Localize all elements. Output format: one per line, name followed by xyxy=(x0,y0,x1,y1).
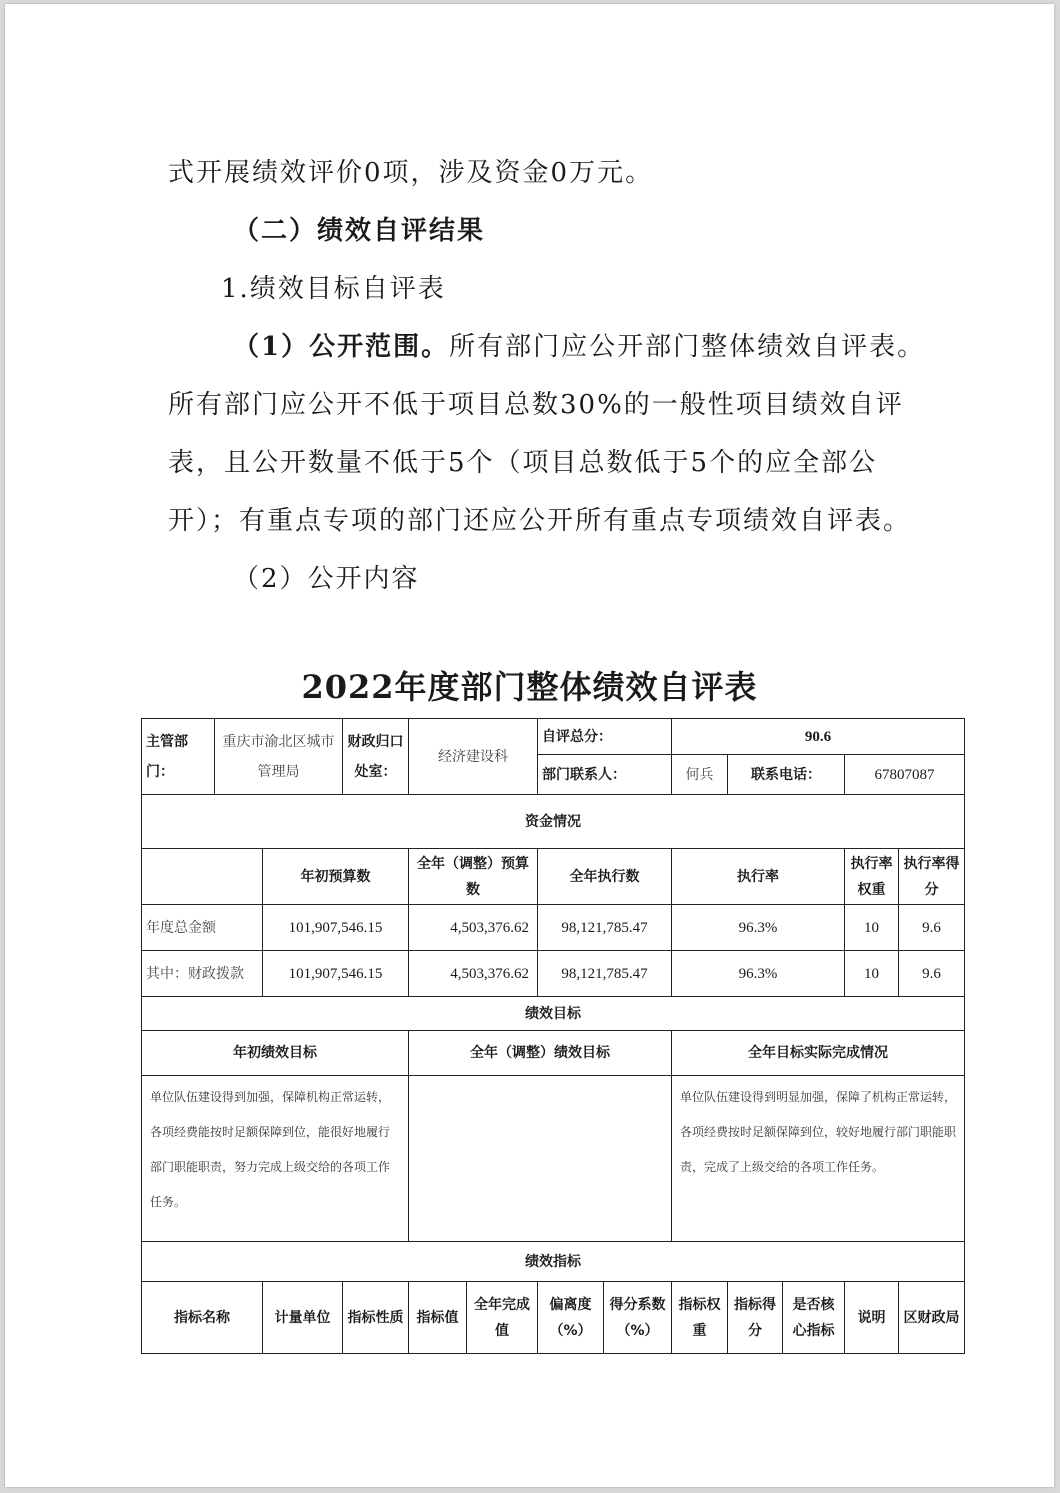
adjusted-budget-value: 4,503,376.62 xyxy=(409,951,538,997)
rate-score-value: 9.6 xyxy=(899,905,965,951)
col-nature: 指标性质 xyxy=(343,1282,409,1354)
col-core-flag: 是否核心指标 xyxy=(783,1282,845,1354)
adjusted-budget-value: 4,503,376.62 xyxy=(409,905,538,951)
dept-label: 主管部门： xyxy=(142,719,215,795)
paragraph-lead: （1）公开范围。 xyxy=(233,332,450,362)
initial-budget-value: 101,907,546.15 xyxy=(263,951,409,997)
executed-value: 98,121,785.47 xyxy=(538,951,672,997)
col-actual-completion: 全年目标实际完成情况 xyxy=(672,1031,965,1076)
contact-value: 何兵 xyxy=(672,755,728,795)
goals-header: 绩效目标 xyxy=(142,997,965,1031)
indicators-header: 绩效指标 xyxy=(142,1242,965,1282)
body-paragraph-2-line-3: 表，且公开数量不低于5个（项目总数低于5个的应全部公 xyxy=(168,448,878,478)
performance-table xyxy=(141,718,965,1354)
rate-score-value: 9.6 xyxy=(899,951,965,997)
rate-weight-value: 10 xyxy=(845,905,899,951)
finance-value: 经济建设科 xyxy=(409,719,538,795)
paragraph-text: 所有部门应公开部门整体绩效自评表。 xyxy=(449,332,926,362)
body-paragraph-3: （2）公开内容 xyxy=(233,564,420,594)
col-district-finance: 区财政局 xyxy=(899,1282,965,1354)
actual-completion-text: 单位队伍建设得到明显加强，保障了机构正常运转，各项经费按时足额保障到位，较好地履行部门职能职责，完成了上级交给的各项工作任务。 xyxy=(672,1076,965,1242)
finance-label: 财政归口处室： xyxy=(343,719,409,795)
col-initial-goal: 年初绩效目标 xyxy=(142,1031,409,1076)
col-remark: 说明 xyxy=(845,1282,899,1354)
initial-budget-value: 101,907,546.15 xyxy=(263,905,409,951)
col-unit: 计量单位 xyxy=(263,1282,343,1354)
phone-value: 67807087 xyxy=(845,755,965,795)
indicator-columns-row xyxy=(142,1282,965,1354)
col-indicator-score: 指标得分 xyxy=(728,1282,783,1354)
goals-header-row xyxy=(142,997,965,1031)
funds-row-name: 其中：财政拨款 xyxy=(142,951,263,997)
initial-goal-text: 单位队伍建设得到加强，保障机构正常运转，各项经费能按时足额保障到位，能很好地履行部门职能职责，努力完成上级交给的各项工作任务。 xyxy=(142,1076,409,1242)
funds-row-fiscal xyxy=(142,951,965,997)
col-adjusted-budget: 全年（调整）预算数 xyxy=(409,849,538,905)
funds-header: 资金情况 xyxy=(142,795,965,849)
exec-rate-value: 96.3% xyxy=(672,951,845,997)
col-target-value: 指标值 xyxy=(409,1282,467,1354)
col-rate-score: 执行率得分 xyxy=(899,849,965,905)
exec-rate-value: 96.3% xyxy=(672,905,845,951)
document-page xyxy=(5,4,1054,1487)
funds-row-name: 年度总金额 xyxy=(142,905,263,951)
goals-content-row xyxy=(142,1076,965,1242)
funds-corner xyxy=(142,849,263,905)
body-paragraph-2-line-1 xyxy=(233,318,973,376)
section-heading-2: （二）绩效自评结果 xyxy=(233,216,486,246)
executed-value: 98,121,785.47 xyxy=(538,905,672,951)
rate-weight-value: 10 xyxy=(845,951,899,997)
col-adjusted-goal: 全年（调整）绩效目标 xyxy=(409,1031,672,1076)
goals-columns-row xyxy=(142,1031,965,1076)
indicators-header-row xyxy=(142,1242,965,1282)
col-score-coef: 得分系数（%） xyxy=(604,1282,672,1354)
col-initial-budget: 年初预算数 xyxy=(263,849,409,905)
funds-columns-row xyxy=(142,849,965,905)
body-paragraph-2-line-4: 开）；有重点专项的部门还应公开所有重点专项绩效自评表。 xyxy=(168,506,912,536)
header-row-1 xyxy=(142,719,965,755)
table-title: 2022年度部门整体绩效自评表 xyxy=(301,668,758,706)
col-weight: 指标权重 xyxy=(672,1282,728,1354)
col-annual-value: 全年完成值 xyxy=(467,1282,538,1354)
body-paragraph-1: 式开展绩效评价0项，涉及资金0万元。 xyxy=(168,158,654,188)
funds-row-total xyxy=(142,905,965,951)
adjusted-goal-text xyxy=(409,1076,672,1242)
col-executed: 全年执行数 xyxy=(538,849,672,905)
score-label: 自评总分： xyxy=(538,719,672,755)
dept-value: 重庆市渝北区城市管理局 xyxy=(215,719,343,795)
phone-label: 联系电话： xyxy=(728,755,845,795)
contact-label: 部门联系人： xyxy=(538,755,672,795)
score-value: 90.6 xyxy=(672,719,965,755)
body-paragraph-2-line-2: 所有部门应公开不低于项目总数30%的一般性项目绩效自评 xyxy=(168,390,904,420)
col-exec-rate: 执行率 xyxy=(672,849,845,905)
subsection-heading: 1.绩效目标自评表 xyxy=(221,274,446,304)
funds-header-row xyxy=(142,795,965,849)
col-indicator-name: 指标名称 xyxy=(142,1282,263,1354)
col-rate-weight: 执行率权重 xyxy=(845,849,899,905)
col-deviation: 偏离度（%） xyxy=(538,1282,604,1354)
